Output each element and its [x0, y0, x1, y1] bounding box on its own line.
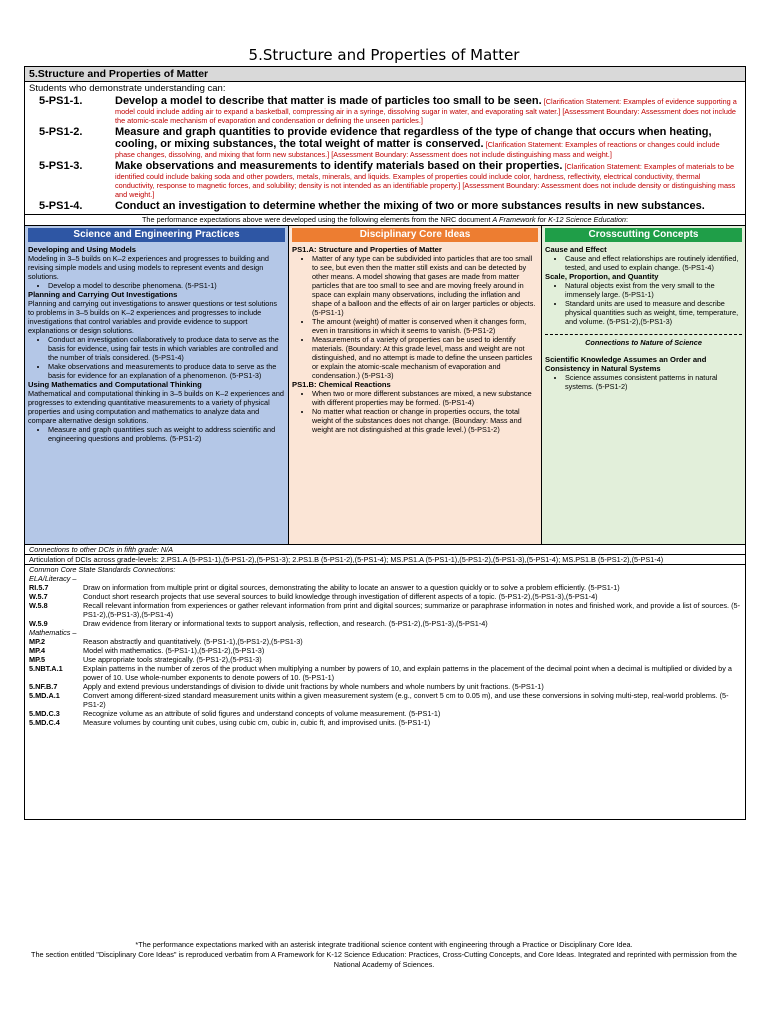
dci-column — [288, 226, 541, 544]
table-header: 5.Structure and Properties of Matter — [25, 67, 745, 82]
ccss-row — [25, 664, 745, 682]
intro-text: Students who demonstrate understanding can: — [29, 83, 226, 94]
ccss-code: 5.MD.C.4 — [29, 718, 60, 727]
ccss-text: Use appropriate tools strategically. (5-PS1-2),(5-PS1-3) — [83, 655, 262, 664]
pe-clarification: [Clarification Statement: Examples of materials to be identified could include baking soda and other powders, metals, minerals, and liquids. Examples of properties could include color, hardness, reflectivity, electrical conductivity, thermal conductivity, response to magnetic forces, and solubility; density is not intended as an identifiable property.] [Assessment Boundary: Assessment does not include density or distinguishing mass and weight.] — [115, 162, 736, 199]
list-item: • Develop a model to describe phenomena. (5-PS1-1) — [48, 281, 285, 290]
footnote: The section entitled "Disciplinary Core Ideas" is reproduced verbatim from A Framework for K-12 Science Education: Practices, Cross-Cutting Concepts, and Core Ideas. Integrated and reprinted with permission from the National Academy of Sciences. — [30, 950, 737, 969]
articulation: Articulation of DCIs across grade-levels: 2.PS1.A (5-PS1-1),(5-PS1-2),(5-PS1-3); 2.PS1.B (5-PS1-2),(5-PS1-4); MS.PS1.A (5-PS1-1),(5-PS1-2),(5-PS1-3),(5-PS1-4); MS.PS1.B (5-PS1-2),(5-PS1-4) — [29, 555, 664, 564]
ccss-row — [25, 646, 745, 655]
list-item: • Matter of any type can be subdivided into particles that are too small to see, but even then the matter still exists and can be detected by other means. A model showing that gases are made from matter particles that are too small to see and are moving freely around in space can explain many observations, including the inflation and shape of a balloon and the effects of air on larger particles or objects. (5-PS1-1) — [312, 254, 538, 317]
nos-heading: Connections to Nature of Science — [585, 338, 702, 347]
dci-subheading: PS1.A: Structure and Properties of Matter — [292, 245, 442, 254]
ccss-code: MP.4 — [29, 646, 46, 655]
list-item: • When two or more different substances are mixed, a new substance with different properties may be formed. (5-PS1-4) — [312, 389, 538, 407]
ccss-row — [25, 655, 745, 664]
pe-clarification: [Clarification Statement: Examples of reactions or changes could include phase changes, dissolving, and mixing that form new substances.] [Assessment Boundary: Assessment does not include distinguishing mass and weight.] — [115, 140, 720, 159]
list-item: • Conduct an investigation collaboratively to produce data to serve as the basis for evidence, using fair tests in which variables are controlled and the number of trials considered. (5-PS1-4) — [48, 335, 285, 362]
pe-statement: Make observations and measurements to identify materials based on their properties. — [115, 160, 563, 172]
ccss-code: MP.2 — [29, 637, 46, 646]
ccc-heading: Crosscutting Concepts — [545, 228, 742, 242]
pe-statement: Measure and graph quantities to provide evidence that regardless of the type of change that occurs when heating, cooling, or mixing substances, the total weight of matter is conserved. — [115, 126, 712, 150]
list-item: • No matter what reaction or change in properties occurs, the total weight of the substances does not change. (Boundary: Mass and weight are not distinguished at this grade level.) (5-PS1-2) — [312, 407, 538, 434]
ccss-code: W.5.9 — [29, 619, 48, 628]
list-item: • Measure and graph quantities such as weight to address scientific and engineering questions and problems. (5-PS1-2) — [48, 425, 285, 443]
ccss-row — [25, 619, 745, 628]
footnote: *The performance expectations marked with an asterisk integrate traditional science content with engineering through a Practice or Disciplinary Core Idea. — [135, 940, 633, 949]
sep-text: Planning and carrying out investigations to answer questions or test solutions to problems in 3–5 builds on K–2 experiences and progresses to include investigations that control variables and provide evidence to support explanations or design solutions. — [28, 299, 278, 335]
list-item: • Standard units are used to measure and describe physical quantities such as weight, time, temperature, and volume. (5-PS1-2),(5-PS1-3) — [565, 299, 742, 326]
ccss-code: 5.MD.C.3 — [29, 709, 60, 718]
pe-code: 5-PS1-4. — [39, 200, 83, 212]
ccss-row — [25, 718, 745, 727]
sep-subheading: Planning and Carrying Out Investigations — [28, 290, 178, 299]
ccss-row — [25, 601, 745, 619]
developed-note — [25, 214, 745, 226]
dci-heading: Disciplinary Core Ideas — [292, 228, 538, 242]
ccc-subheading: Scale, Proportion, and Quantity — [545, 272, 659, 281]
sep-column — [25, 226, 288, 544]
ela-heading: ELA/Literacy – — [29, 574, 77, 583]
performance-expectations — [25, 95, 745, 212]
ccc-subheading: Cause and Effect — [545, 245, 607, 254]
pe-item — [39, 95, 741, 125]
list-item: • Science assumes consistent patterns in natural systems. (5-PS1-2) — [565, 373, 742, 391]
standards-table — [24, 66, 746, 820]
ccss-row — [25, 592, 745, 601]
ccss-text: Draw evidence from literary or informational texts to support analysis, reflection, and research. (5-PS1-2),(5-PS1-3),(5-PS1-4) — [83, 619, 488, 628]
pe-item — [39, 126, 741, 159]
ccss-row — [25, 637, 745, 646]
ccss-row — [25, 691, 745, 709]
page-title: 5.Structure and Properties of Matter — [248, 46, 520, 64]
ccss-code: 5.MD.A.1 — [29, 691, 60, 700]
ccss-code: RI.5.7 — [29, 583, 49, 592]
ccss-text: Recognize volume as an attribute of solid figures and understand concepts of volume measurement. (5-PS1-1) — [83, 709, 441, 718]
list-item: • Cause and effect relationships are routinely identified, tested, and used to explain change. (5-PS1-4) — [565, 254, 742, 272]
pe-code: 5-PS1-1. — [39, 95, 83, 107]
pe-code: 5-PS1-2. — [39, 126, 83, 138]
ccc-column — [541, 226, 745, 544]
divider — [545, 334, 742, 335]
ccss-text: Explain patterns in the number of zeros of the product when multiplying a number by powers of 10, and explain patterns in the placement of the decimal point when a decimal is multiplied or divided by a power of 10. Use whole-number exponents to denote powers of 10. (5-PS1-1) — [83, 664, 732, 682]
ccss-code: 5.NBT.A.1 — [29, 664, 63, 673]
list-item: • The amount (weight) of matter is conserved when it changes form, even in transitions in which it seems to vanish. (5-PS1-2) — [312, 317, 538, 335]
pe-code: 5-PS1-3. — [39, 160, 83, 172]
sep-heading: Science and Engineering Practices — [28, 228, 285, 242]
sep-subheading: Using Mathematics and Computational Thinking — [28, 380, 202, 389]
developed-note-colon: : — [626, 215, 629, 224]
sep-text: Mathematical and computational thinking in 3–5 builds on K–2 experiences and progresses to extending quantitative measurements to a variety of physical properties and using computation and mathematics to analyze data and compare alternative design solutions. — [28, 389, 284, 425]
pe-item — [39, 160, 741, 199]
developed-note-text: The performance expectations above were developed using the following elements from the NRC document — [141, 215, 493, 224]
ccss-text: Model with mathematics. (5-PS1-1),(5-PS1-2),(5-PS1-3) — [83, 646, 265, 655]
ccss-text: Recall relevant information from experiences or gather relevant information from print and digital sources; summarize or paraphrase information in notes and finished work, and provide a list of sources. (5-PS1-2),(5-PS1-3),(5-PS1-4) — [83, 601, 741, 619]
ccss-code: 5.NF.B.7 — [29, 682, 58, 691]
dci-subheading: PS1.B: Chemical Reactions — [292, 380, 391, 389]
ccss-heading: Common Core State Standards Connections: — [29, 565, 176, 574]
ccss-row — [25, 583, 745, 592]
pe-statement: Develop a model to describe that matter is made of particles too small to be seen. — [115, 95, 542, 107]
ccss-code: W.5.7 — [29, 592, 48, 601]
connections-dci: Connections to other DCIs in fifth grade: N/A — [29, 545, 173, 554]
ccss-text: Apply and extend previous understandings of division to divide unit fractions by whole numbers and whole numbers by unit fractions. (5-PS1-1) — [83, 682, 544, 691]
pe-statement: Conduct an investigation to determine whether the mixing of two or more substances results in new substances. — [115, 200, 705, 212]
ccss-row — [25, 709, 745, 718]
pe-clarification: [Clarification Statement: Examples of evidence supporting a model could include adding air to expand a basketball, compressing air in a syringe, dissolving sugar in water, and evaporating salt water.] [Assessment Boundary: Assessment does not include the atomic-scale mechanism of evaporation and condensation or defining the unseen particles.] — [115, 97, 737, 125]
framework-title: A Framework for K-12 Science Education — [492, 215, 626, 224]
ccss-text: Reason abstractly and quantitatively. (5-PS1-1),(5-PS1-2),(5-PS1-3) — [83, 637, 303, 646]
ccss-text: Draw on information from multiple print or digital sources, demonstrating the ability to locate an answer to a question quickly or to solve a problem efficiently. (5-PS1-1) — [83, 583, 620, 592]
ccss-code: MP.5 — [29, 655, 46, 664]
sep-subheading: Developing and Using Models — [28, 245, 137, 254]
ccss-text: Conduct short research projects that use several sources to build knowledge through investigation of different aspects of a topic. (5-PS1-2),(5-PS1-3),(5-PS1-4) — [83, 592, 598, 601]
footnotes — [24, 940, 744, 970]
ccc-subheading: Scientific Knowledge Assumes an Order and Consistency in Natural Systems — [545, 355, 707, 373]
ccss-code: W.5.8 — [29, 601, 48, 610]
list-item: • Measurements of a variety of properties can be used to identify materials. (Boundary: At this grade level, mass and weight are not distinguished, and no attempt is made to define the unseen particles or explain the atomic-scale mechanism of evaporation and condensation.) (5-PS1-3) — [312, 335, 538, 380]
three-columns — [25, 226, 745, 545]
ccss-row — [25, 682, 745, 691]
sep-text: Modeling in 3–5 builds on K–2 experiences and progresses to building and revising simple models and using models to represent events and design solutions. — [28, 254, 269, 281]
ccss-text: Convert among different-sized standard measurement units within a given measurement system (e.g., convert 5 cm to 0.05 m), and use these conversions in solving multi-step, real-world problems. (5-PS1-2) — [83, 691, 729, 709]
list-item: • Make observations and measurements to produce data to serve as the basis for evidence for an explanation of a phenomenon. (5-PS1-3) — [48, 362, 285, 380]
ccss-text: Measure volumes by counting unit cubes, using cubic cm, cubic in, cubic ft, and improvised units. (5-PS1-1) — [83, 718, 431, 727]
pe-item — [39, 200, 741, 212]
list-item: • Natural objects exist from the very small to the immensely large. (5-PS1-1) — [565, 281, 742, 299]
math-heading: Mathematics – — [29, 628, 77, 637]
